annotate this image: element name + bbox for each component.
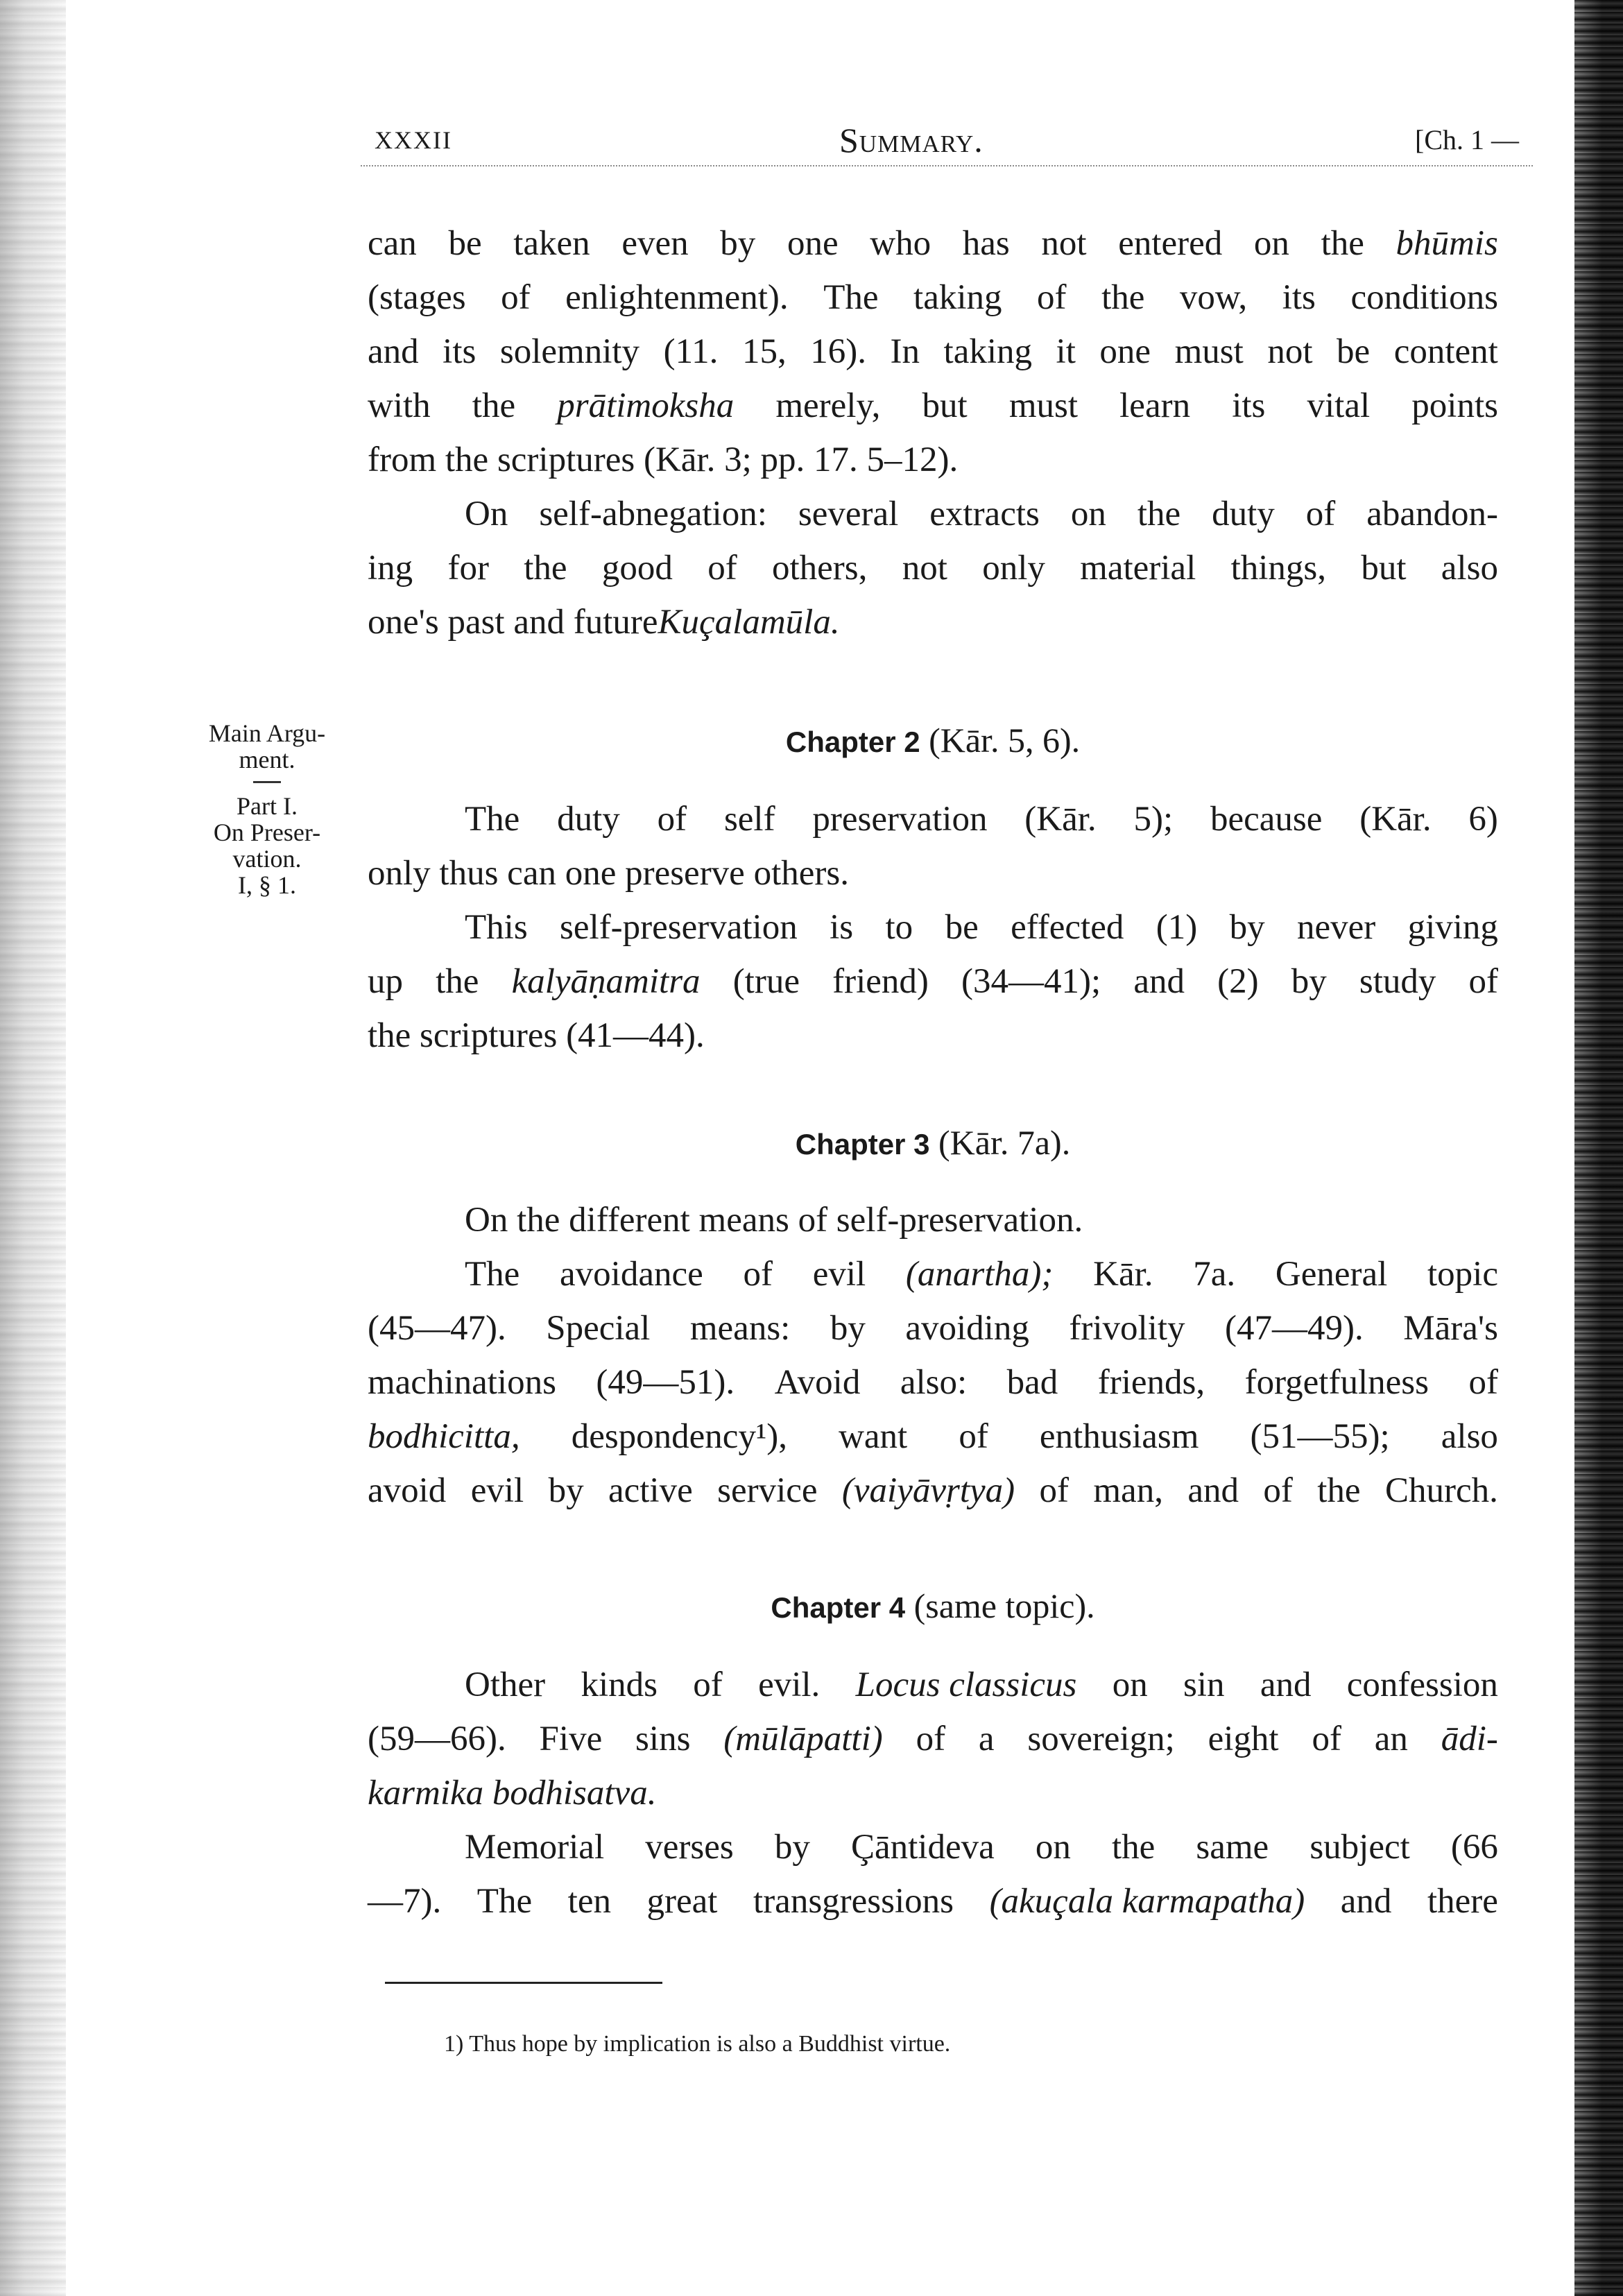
page-number: XXXII bbox=[375, 126, 452, 154]
chapter-4-ref: (same topic). bbox=[913, 1586, 1095, 1625]
word: never bbox=[1296, 908, 1376, 947]
word: evil. bbox=[758, 1665, 821, 1704]
word: things, bbox=[1230, 549, 1326, 588]
word: Memorial bbox=[465, 1828, 605, 1867]
chapter-4-body bbox=[368, 1658, 1498, 1928]
word: one bbox=[1099, 332, 1151, 371]
word: Other bbox=[465, 1665, 546, 1704]
text-line bbox=[368, 325, 1498, 379]
word: want bbox=[839, 1417, 908, 1456]
word: of bbox=[1039, 1471, 1069, 1510]
word: taking bbox=[943, 332, 1033, 371]
word: 7a. bbox=[1193, 1255, 1236, 1294]
word: (49—51). bbox=[596, 1363, 735, 1402]
word: future bbox=[573, 603, 658, 642]
word: to bbox=[885, 908, 913, 947]
word: ing bbox=[368, 549, 413, 588]
scan-edge-left bbox=[0, 0, 66, 2296]
word: the bbox=[524, 549, 567, 588]
word: learn bbox=[1119, 386, 1191, 425]
word: it bbox=[1056, 332, 1076, 371]
word: of bbox=[1263, 1471, 1293, 1510]
chapter-2-title: Chapter 2 bbox=[785, 726, 920, 758]
word: (45—47). bbox=[368, 1309, 506, 1348]
word: avoiding bbox=[905, 1309, 1029, 1348]
word: (51—55); bbox=[1250, 1417, 1390, 1456]
word: means: bbox=[689, 1309, 791, 1348]
word: taken bbox=[513, 224, 590, 263]
word: not bbox=[1041, 224, 1087, 263]
chapter-3-ref: (Kār. 7a). bbox=[938, 1123, 1071, 1162]
text-line bbox=[368, 1355, 1498, 1410]
word: Māra's bbox=[1403, 1309, 1498, 1348]
word: kinds bbox=[581, 1665, 658, 1704]
word: only bbox=[982, 549, 1045, 588]
word: also bbox=[1441, 1417, 1498, 1456]
word: of bbox=[1305, 495, 1336, 533]
word: verses bbox=[645, 1828, 734, 1867]
word: of bbox=[1312, 1720, 1341, 1758]
word: must bbox=[1008, 386, 1079, 425]
word: self bbox=[723, 800, 775, 839]
word: its bbox=[1282, 278, 1316, 317]
word-italic: (anartha); bbox=[905, 1255, 1054, 1294]
word: be bbox=[1337, 332, 1371, 371]
word: not bbox=[902, 549, 947, 588]
word: vital bbox=[1307, 386, 1371, 425]
footnote-rule bbox=[385, 1982, 662, 1984]
word: (47—49). bbox=[1225, 1309, 1364, 1348]
word: conditions bbox=[1350, 278, 1498, 317]
word: Kār. bbox=[1093, 1255, 1153, 1294]
word: sin bbox=[1183, 1665, 1225, 1704]
word: of bbox=[743, 1255, 773, 1294]
word: but bbox=[1361, 549, 1407, 588]
word: also bbox=[1441, 549, 1498, 588]
chapter-2-body bbox=[368, 792, 1498, 1063]
word: with bbox=[368, 386, 431, 425]
word: of bbox=[1037, 278, 1067, 317]
word: subject bbox=[1309, 1828, 1410, 1867]
margin-note-line: Part I. bbox=[237, 792, 298, 820]
margin-note bbox=[173, 720, 361, 898]
word: 16). bbox=[810, 332, 866, 371]
word: (true bbox=[732, 962, 800, 1001]
word: on bbox=[1035, 1828, 1071, 1867]
word: must bbox=[1174, 332, 1244, 371]
word: material bbox=[1080, 549, 1196, 588]
margin-note-line: Main Argu- bbox=[208, 719, 326, 747]
word: one's bbox=[368, 603, 439, 642]
word: (66 bbox=[1450, 1828, 1498, 1867]
word: also: bbox=[900, 1363, 968, 1402]
word: study bbox=[1359, 962, 1436, 1001]
word: a bbox=[978, 1720, 995, 1758]
word: is bbox=[830, 908, 854, 947]
word: Çāntideva bbox=[850, 1828, 995, 1867]
word: On bbox=[465, 495, 508, 533]
word: evil bbox=[470, 1471, 524, 1510]
word: of bbox=[959, 1417, 988, 1456]
text-line bbox=[368, 1464, 1498, 1518]
word: frivolity bbox=[1069, 1309, 1185, 1348]
word: not bbox=[1267, 332, 1313, 371]
text-line bbox=[368, 954, 1498, 1009]
word: (Kār. bbox=[643, 440, 716, 479]
word: giving bbox=[1407, 908, 1498, 947]
word: the bbox=[436, 962, 479, 1001]
text-line bbox=[368, 1658, 1498, 1712]
word: 5–12). bbox=[866, 440, 959, 479]
word: (stages bbox=[368, 278, 466, 317]
word: be bbox=[448, 224, 482, 263]
margin-note-line: vation. bbox=[232, 845, 302, 873]
word: of bbox=[657, 800, 687, 839]
word: Special bbox=[546, 1309, 651, 1348]
margin-note-rule bbox=[253, 781, 281, 783]
chapter-4-heading bbox=[368, 1579, 1498, 1633]
word: points bbox=[1411, 386, 1498, 425]
word: from bbox=[368, 440, 437, 479]
word: on bbox=[1253, 224, 1289, 263]
word: The bbox=[476, 1882, 533, 1921]
text-span: only thus can one preserve others. bbox=[368, 854, 849, 893]
word: by bbox=[1291, 962, 1327, 1001]
word: —7). bbox=[368, 1882, 442, 1921]
text-line bbox=[368, 846, 1498, 900]
word: of bbox=[1468, 962, 1498, 1001]
word: great bbox=[646, 1882, 718, 1921]
word-italic: (vaiyāvṛtya) bbox=[841, 1471, 1015, 1510]
word: active bbox=[608, 1471, 693, 1510]
word: and bbox=[1133, 962, 1185, 1001]
chapter-4-title: Chapter 4 bbox=[771, 1591, 906, 1624]
word: despondency¹), bbox=[571, 1417, 787, 1456]
word: past bbox=[447, 603, 505, 642]
word: on bbox=[1070, 495, 1106, 533]
word: the bbox=[1101, 278, 1145, 317]
word: bad bbox=[1006, 1363, 1058, 1402]
word: good bbox=[601, 549, 673, 588]
text-line bbox=[368, 433, 1498, 487]
text-line bbox=[368, 1193, 1498, 1247]
word: topic bbox=[1427, 1255, 1498, 1294]
word: of bbox=[1468, 1363, 1498, 1402]
word: several bbox=[798, 495, 899, 533]
text-line bbox=[368, 1874, 1498, 1928]
chapter-2-ref: (Kār. 5, 6). bbox=[929, 721, 1081, 760]
word: enlightenment). bbox=[565, 278, 789, 317]
text-line bbox=[368, 1712, 1498, 1766]
word-italic: (akuçala karmapatha) bbox=[989, 1882, 1305, 1921]
word: preservation bbox=[812, 800, 988, 839]
word: (59—66). bbox=[368, 1720, 506, 1758]
word: and bbox=[513, 603, 565, 642]
text-line bbox=[368, 541, 1498, 595]
word: the bbox=[472, 386, 516, 425]
word: by bbox=[830, 1309, 866, 1348]
word: of bbox=[693, 1665, 723, 1704]
text-line bbox=[368, 379, 1498, 433]
word-italic: ādi- bbox=[1441, 1720, 1498, 1758]
word: the bbox=[445, 440, 489, 479]
word: and bbox=[1260, 1665, 1312, 1704]
word: the bbox=[1317, 1471, 1361, 1510]
word: eight bbox=[1208, 1720, 1279, 1758]
word: enthusiasm bbox=[1039, 1417, 1199, 1456]
text-line bbox=[368, 595, 1498, 649]
word: sins bbox=[635, 1720, 691, 1758]
word: of bbox=[916, 1720, 946, 1758]
word: by bbox=[548, 1471, 584, 1510]
word: by bbox=[1229, 908, 1265, 947]
word: by bbox=[774, 1828, 810, 1867]
word: on bbox=[1112, 1665, 1148, 1704]
word: sovereign; bbox=[1027, 1720, 1175, 1758]
word: entered bbox=[1118, 224, 1223, 263]
word: extracts bbox=[929, 495, 1040, 533]
word: (11. bbox=[663, 332, 719, 371]
word: pp. bbox=[760, 440, 805, 479]
text-line bbox=[368, 1009, 1498, 1063]
word: up bbox=[368, 962, 403, 1001]
word: and bbox=[1340, 1882, 1392, 1921]
section-label: [Ch. 1 — bbox=[1415, 124, 1519, 155]
word: man, bbox=[1093, 1471, 1163, 1510]
scan-edge-right bbox=[1574, 0, 1623, 2296]
word: (2) bbox=[1217, 962, 1259, 1001]
word: and bbox=[1187, 1471, 1239, 1510]
chapter-3-title: Chapter 3 bbox=[795, 1128, 930, 1160]
margin-note-line: I, § 1. bbox=[238, 871, 296, 899]
word: confession bbox=[1346, 1665, 1498, 1704]
word: duty bbox=[1212, 495, 1275, 533]
word: friend) bbox=[832, 962, 929, 1001]
word: abandon- bbox=[1366, 495, 1498, 533]
word: This bbox=[465, 908, 528, 947]
word: content bbox=[1393, 332, 1498, 371]
word-italic: bhūmis bbox=[1396, 224, 1498, 263]
word: because bbox=[1210, 800, 1323, 839]
word: 3; bbox=[724, 440, 752, 479]
text-line bbox=[368, 487, 1498, 541]
word: self-preservation bbox=[560, 908, 798, 947]
running-header bbox=[368, 119, 1519, 161]
word-italic: kalyāṇamitra bbox=[511, 962, 701, 1001]
chapter-3-body bbox=[368, 1193, 1498, 1518]
text-line bbox=[368, 1820, 1498, 1874]
text-line bbox=[368, 216, 1498, 271]
text-line bbox=[368, 900, 1498, 954]
word: has bbox=[962, 224, 1010, 263]
word: scriptures bbox=[497, 440, 635, 479]
word: vow, bbox=[1179, 278, 1248, 317]
word: taking bbox=[913, 278, 1002, 317]
word: self-abnegation: bbox=[539, 495, 767, 533]
word: one bbox=[787, 224, 839, 263]
text-span-italic: karmika bodhisatva. bbox=[368, 1774, 657, 1813]
word-italic: bodhicitta, bbox=[368, 1417, 520, 1456]
word-italic: Locus classicus bbox=[855, 1665, 1077, 1704]
word: service bbox=[717, 1471, 818, 1510]
word: there bbox=[1427, 1882, 1498, 1921]
word: even bbox=[621, 224, 689, 263]
word: (Kār. bbox=[1359, 800, 1432, 839]
text-line bbox=[368, 792, 1498, 846]
chapter-2-heading bbox=[368, 713, 1498, 767]
word: can bbox=[368, 224, 417, 263]
word-italic: (mūlāpatti) bbox=[723, 1720, 883, 1758]
word: solemnity bbox=[499, 332, 640, 371]
margin-note-line: On Preser- bbox=[213, 819, 321, 846]
word: The bbox=[823, 278, 879, 317]
word: 15, bbox=[741, 332, 787, 371]
word-italic: Kuçalamūla. bbox=[658, 603, 840, 642]
word: transgressions bbox=[753, 1882, 954, 1921]
intro-block bbox=[368, 216, 1498, 649]
word: the bbox=[1321, 224, 1364, 263]
word: avoid bbox=[368, 1471, 447, 1510]
word: 5); bbox=[1133, 800, 1174, 839]
page-title: Summary. bbox=[839, 121, 984, 160]
word: forgetfulness bbox=[1244, 1363, 1429, 1402]
word: be bbox=[945, 908, 979, 947]
text-span: On the different means of self-preservation. bbox=[465, 1201, 1083, 1240]
word: its bbox=[1232, 386, 1266, 425]
word: by bbox=[720, 224, 756, 263]
word: who bbox=[870, 224, 931, 263]
text-line bbox=[368, 1301, 1498, 1355]
word: evil bbox=[812, 1255, 866, 1294]
word: its bbox=[443, 332, 476, 371]
text-line bbox=[368, 1410, 1498, 1464]
word: General bbox=[1275, 1255, 1388, 1294]
word: of bbox=[501, 278, 531, 317]
word: merely, bbox=[775, 386, 881, 425]
word: The bbox=[465, 1255, 520, 1294]
margin-note-line: ment. bbox=[239, 746, 295, 773]
word: friends, bbox=[1097, 1363, 1205, 1402]
word: In bbox=[890, 332, 920, 371]
text-span: the scriptures (41—44). bbox=[368, 1016, 705, 1055]
chapter-3-heading bbox=[368, 1115, 1498, 1170]
text-line bbox=[368, 271, 1498, 325]
word: Church. bbox=[1384, 1471, 1498, 1510]
word: (1) bbox=[1156, 908, 1198, 947]
word: an bbox=[1374, 1720, 1408, 1758]
text-line bbox=[368, 1766, 1498, 1820]
word: ten bbox=[567, 1882, 611, 1921]
word-italic: prātimoksha bbox=[557, 386, 735, 425]
word: Avoid bbox=[774, 1363, 861, 1402]
word: avoidance bbox=[560, 1255, 703, 1294]
word: (34—41); bbox=[961, 962, 1101, 1001]
word: the bbox=[1111, 1828, 1156, 1867]
word: effected bbox=[1011, 908, 1124, 947]
word: for bbox=[447, 549, 489, 588]
word: of bbox=[707, 549, 737, 588]
word: The bbox=[465, 800, 520, 839]
word: the bbox=[1137, 495, 1181, 533]
word: Five bbox=[539, 1720, 603, 1758]
word: but bbox=[922, 386, 968, 425]
header-rule bbox=[361, 165, 1533, 166]
word: 17. bbox=[814, 440, 858, 479]
text-line bbox=[368, 1247, 1498, 1301]
word: 6) bbox=[1468, 800, 1498, 839]
word: duty bbox=[557, 800, 620, 839]
word: machinations bbox=[368, 1363, 556, 1402]
word: others, bbox=[772, 549, 868, 588]
word: and bbox=[368, 332, 419, 371]
word: (Kār. bbox=[1024, 800, 1097, 839]
word: same bbox=[1196, 1828, 1269, 1867]
footnote: 1) Thus hope by implication is also a Buddhist virtue. bbox=[444, 2031, 951, 2057]
